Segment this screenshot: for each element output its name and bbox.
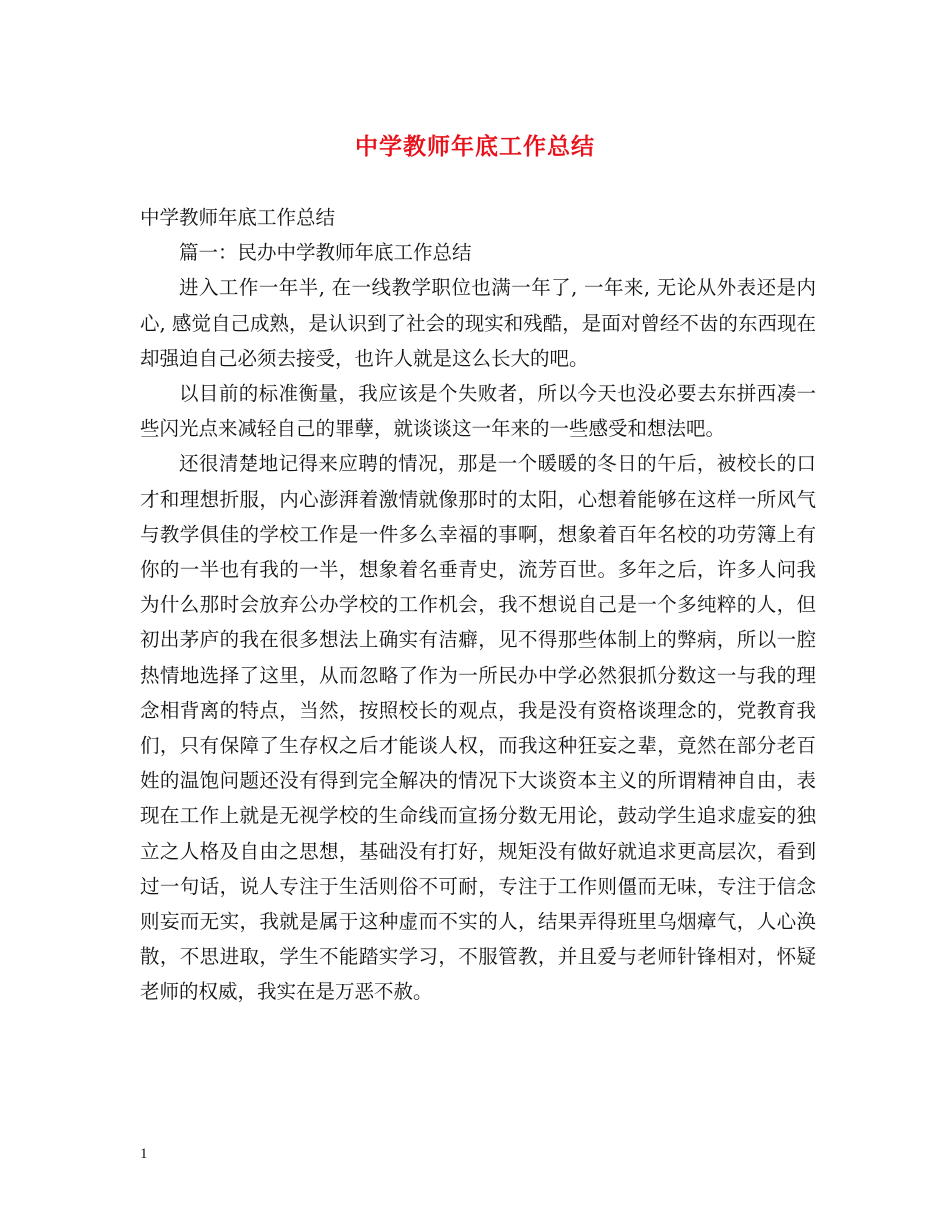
document-title: 中学教师年底工作总结 bbox=[355, 133, 595, 160]
paragraph: 还很清楚地记得来应聘的情况，那是一个暖暖的冬日的午后，被校长的口才和理想折服，内心澎湃着激情就像那时的太阳，心想着能够在这样一所风气与教学俱佳的学校工作是一件多么幸福的事啊，想象着百年名校的功劳簿上有你的一半也有我的一半，想象着名垂青史，流芳百世。多年之后，许多人问我为什么那时会放弃公办学校的工作机会，我不想说自己是一个多纯粹的人，但初出茅庐的我在很多想法上确实有洁癖，见不得那些体制上的弊病，所以一腔热情地选择了这里，从而忽略了作为一所民办中学必然狠抓分数这一与我的理念相背离的特点，当然，按照校长的观点，我是没有资格谈理念的，党教育我们，只有保障了生存权之后才能谈人权，而我这种狂妄之辈，竟然在部分老百姓的温饱问题还没有得到完全解决的情况下大谈资本主义的所谓精神自由，表现在工作上就是无视学校的生命线而宣扬分数无用论，鼓动学生追求虚妄的独立之人格及自由之思想，基础没有打好，规矩没有做好就追求更高层次，看到过一句话，说人专注于生活则俗不可耐，专注于工作则僵而无味，专注于信念则妄而无实，我就是属于这种虚而不实的人，结果弄得班里乌烟瘴气，人心涣散，不思进取，学生不能踏实学习，不服管教，并且爱与老师针锋相对，怀疑老师的权威，我实在是万恶不赦。 bbox=[140, 452, 816, 1004]
document-body bbox=[140, 200, 816, 1010]
page-number: 1 bbox=[140, 1146, 148, 1162]
body-heading: 中学教师年底工作总结 bbox=[140, 206, 336, 229]
paragraph: 以目前的标准衡量，我应该是个失败者，所以今天也没必要去东拼西凑一些闪光点来减轻自己的罪孽，就谈谈这一年来的一些感受和想法吧。 bbox=[140, 382, 816, 441]
paragraph: 进入工作一年半, 在一线教学职位也满一年了, 一年来, 无论从外表还是内心, 感觉自己成熟，是认识到了社会的现实和残酷，是面对曾经不齿的东西现在却强迫自己必须去接受，也许人就是这么长大的吧。 bbox=[140, 276, 816, 370]
section-heading: 篇一：民办中学教师年底工作总结 bbox=[179, 241, 472, 265]
